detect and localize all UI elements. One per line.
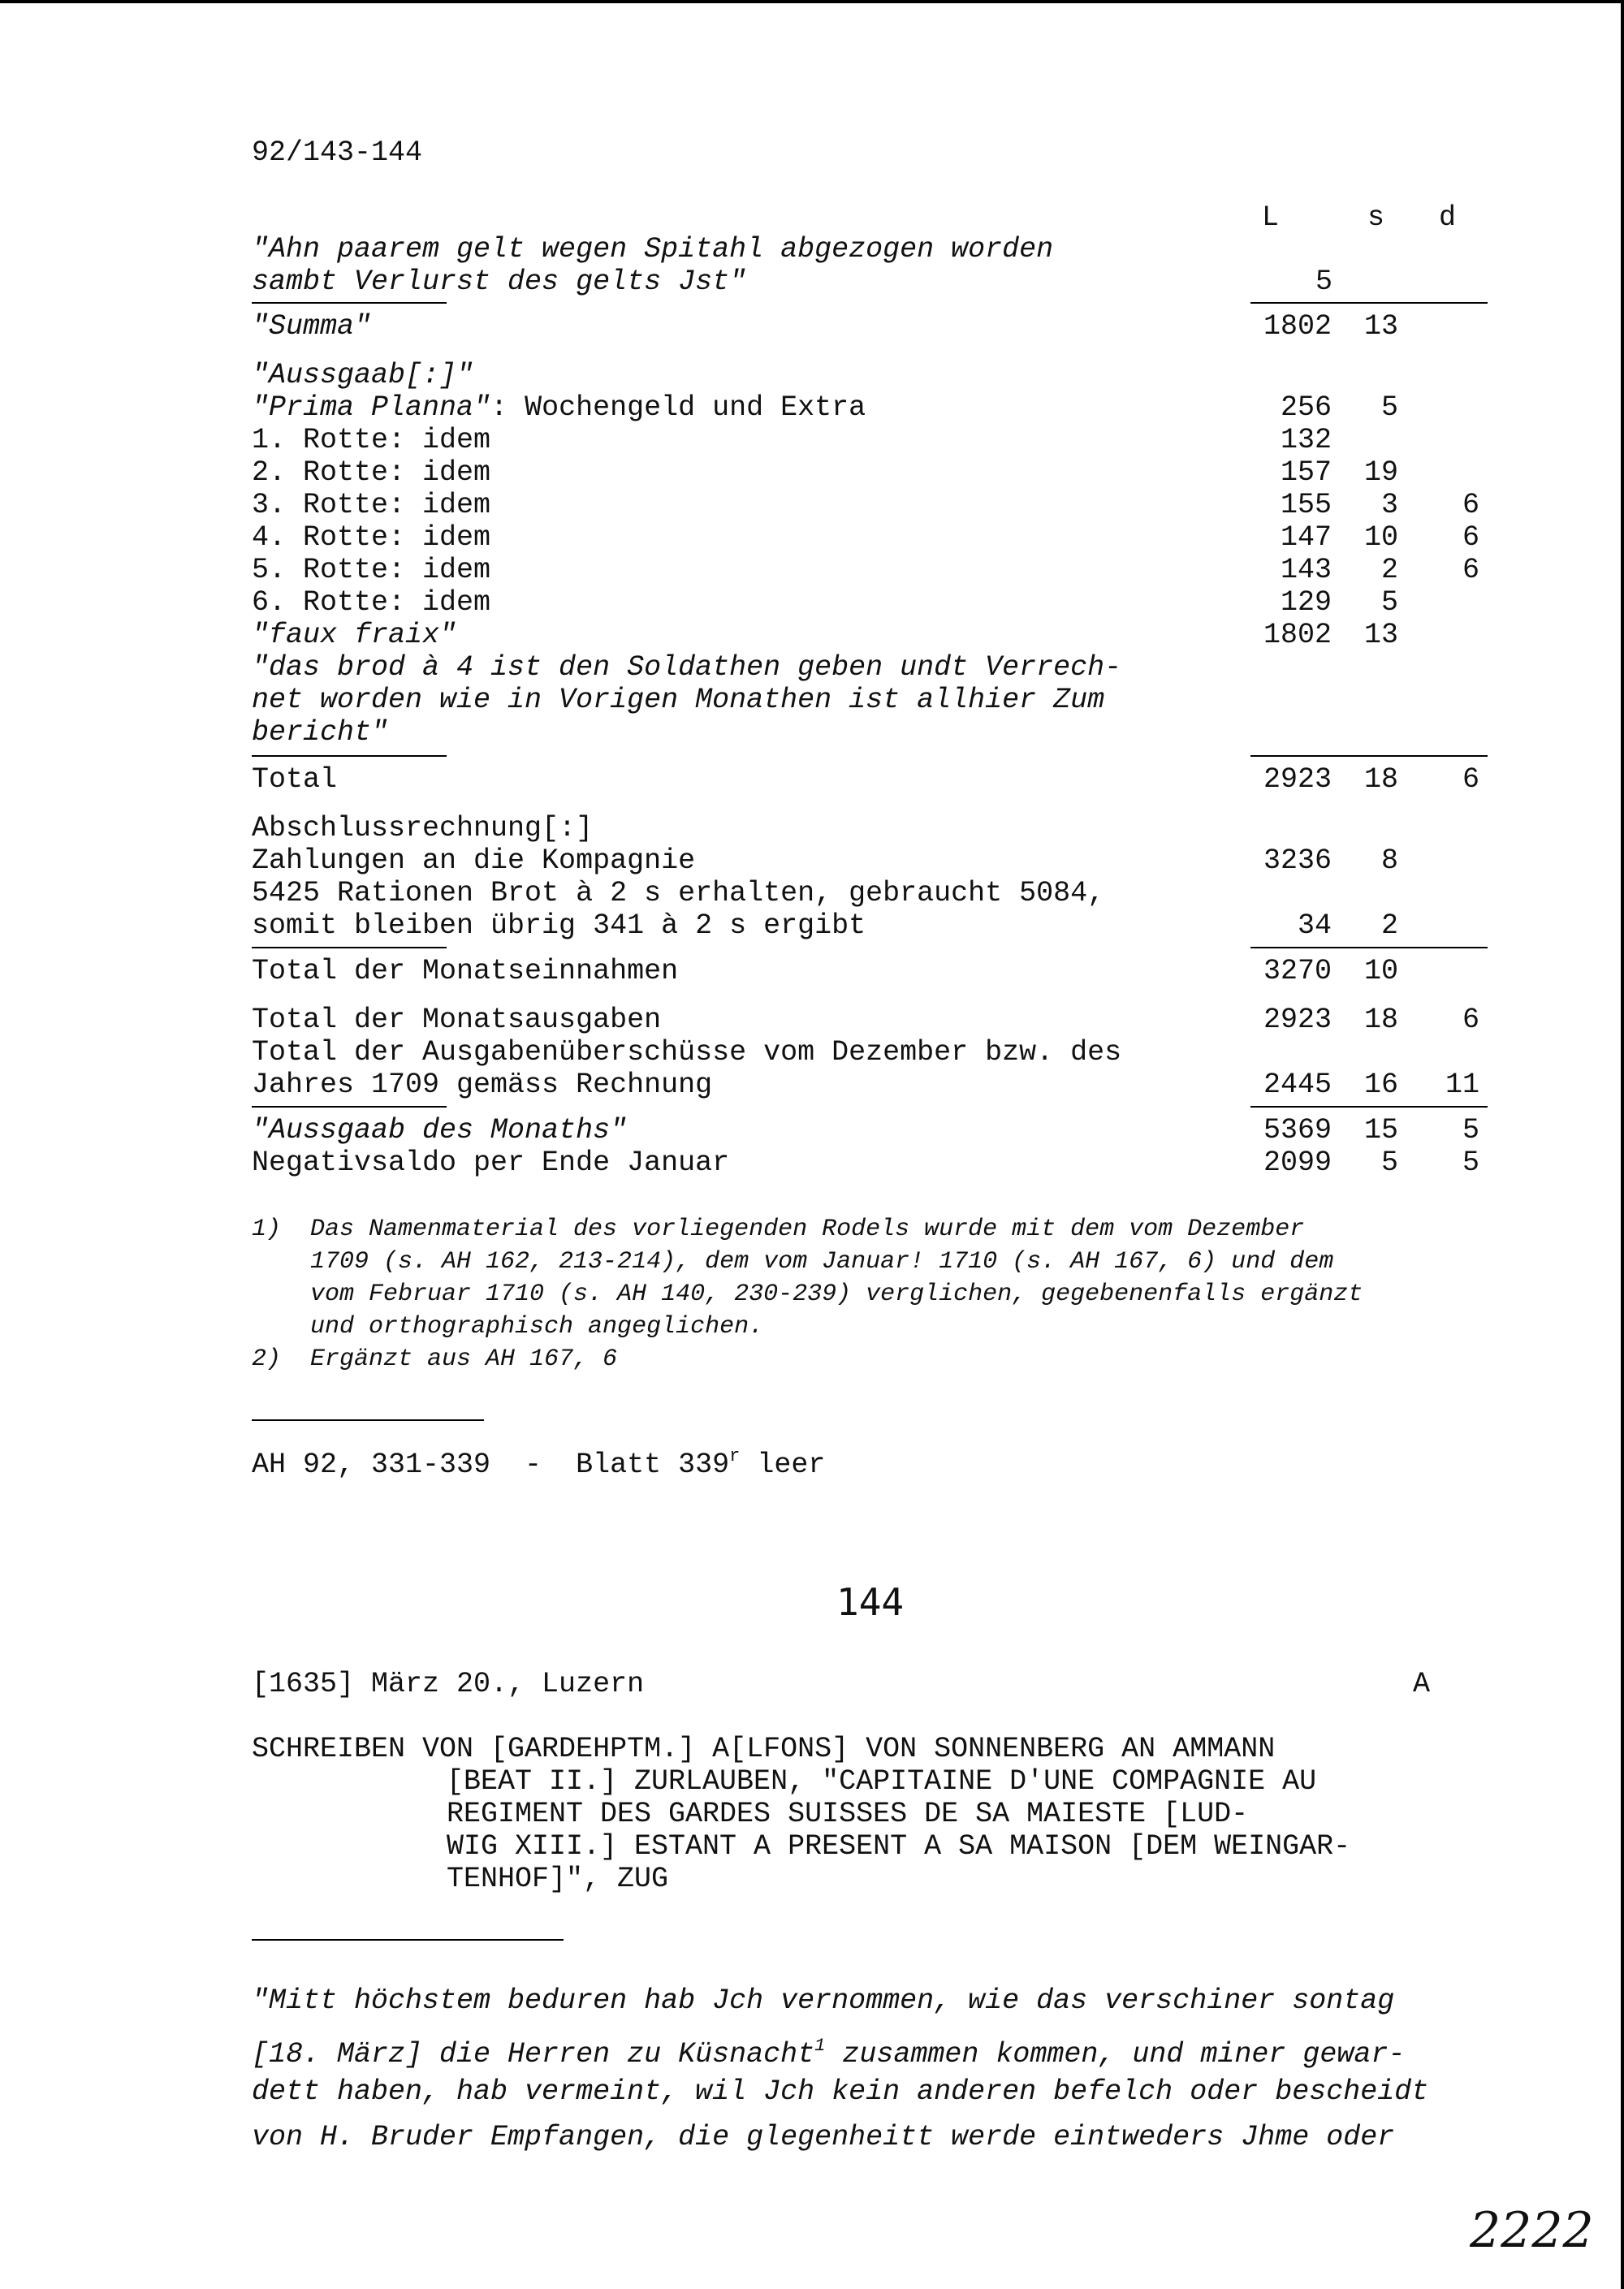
document-letter: A bbox=[1413, 1668, 1431, 1700]
summa-label: "Summa" bbox=[252, 310, 372, 343]
expense-L: 1802 bbox=[1263, 619, 1332, 651]
expense-d: 6 bbox=[1462, 489, 1479, 521]
saldo-label: Negativsaldo per Ende Januar bbox=[252, 1147, 730, 1179]
ueberschuss-d: 11 bbox=[1445, 1069, 1479, 1101]
expense-s: 13 bbox=[1363, 619, 1398, 651]
expense-label: "faux fraix" bbox=[252, 619, 457, 651]
brod-note-line-1: "das brod à 4 ist den Soldathen geben undt Verrech- bbox=[252, 651, 1122, 684]
expense-s: 10 bbox=[1363, 521, 1398, 554]
footnote-2-mark: 2) bbox=[252, 1345, 282, 1373]
monat-s: 15 bbox=[1363, 1114, 1398, 1147]
section-rule bbox=[252, 1419, 484, 1421]
expense-label: 5. Rotte: idem bbox=[252, 554, 491, 586]
total-label: Total bbox=[252, 763, 338, 796]
expense-label: "Prima Planna": Wochengeld und Extra bbox=[252, 391, 866, 424]
monat-L: 5369 bbox=[1263, 1114, 1332, 1147]
regest-line: REGIMENT DES GARDES SUISSES DE SA MAIESTE [LUD- bbox=[447, 1798, 1249, 1830]
footnote-1-line: und orthographisch angeglichen. bbox=[310, 1313, 764, 1341]
expense-L: 157 bbox=[1280, 456, 1332, 489]
brod-note-line-3: bericht" bbox=[252, 716, 389, 749]
rule-left bbox=[252, 947, 447, 948]
einnahmen-L: 3270 bbox=[1263, 955, 1332, 987]
ueberschuss-line-2: Jahres 1709 gemäss Rechnung bbox=[252, 1069, 713, 1101]
rationen-L: 34 bbox=[1297, 909, 1332, 942]
expense-d: 6 bbox=[1462, 554, 1479, 586]
rule-right bbox=[1250, 302, 1488, 304]
summa-L: 1802 bbox=[1263, 310, 1332, 343]
regest-line: TENHOF]", ZUG bbox=[447, 1863, 669, 1895]
footnote-1-line: 1709 (s. AH 162, 213-214), dem vom Januar! 1710 (s. AH 167, 6) und dem bbox=[310, 1248, 1334, 1276]
expense-label: 6. Rotte: idem bbox=[252, 586, 491, 619]
expense-s: 2 bbox=[1380, 554, 1398, 586]
rationen-line-1: 5425 Rationen Brot à 2 s erhalten, gebraucht 5084, bbox=[252, 877, 1105, 909]
intro-line-1: "Ahn paarem gelt wegen Spitahl abgezogen worden bbox=[252, 233, 1054, 266]
intro-s-value: 5 bbox=[1315, 266, 1333, 298]
rule-right bbox=[1250, 947, 1488, 948]
expense-label: 1. Rotte: idem bbox=[252, 424, 491, 456]
einnahmen-label: Total der Monatseinnahmen bbox=[252, 955, 679, 987]
letter-line: von H. Bruder Empfangen, die glegenheitt werde eintweders Jhme oder bbox=[252, 2121, 1395, 2153]
monat-label: "Aussgaab des Monaths" bbox=[252, 1114, 628, 1147]
section-rule bbox=[252, 1939, 564, 1941]
expense-L: 132 bbox=[1280, 424, 1332, 456]
ausgaben-s: 18 bbox=[1363, 1004, 1398, 1036]
regest-line: SCHREIBEN VON [GARDEHPTM.] A[LFONS] VON SONNENBERG AN AMMANN bbox=[252, 1733, 1276, 1765]
letter-line: [18. März] die Herren zu Küsnacht$^1$ zusammen kommen, und miner gewar- bbox=[252, 2036, 1406, 2071]
zahlungen-s: 8 bbox=[1380, 844, 1398, 877]
handwritten-page-number: 2222 bbox=[1470, 2202, 1594, 2259]
column-header-d: d bbox=[1439, 201, 1457, 234]
rule-right bbox=[1250, 1106, 1488, 1108]
rationen-s: 2 bbox=[1380, 909, 1398, 942]
rule-left bbox=[252, 302, 447, 304]
total-d: 6 bbox=[1462, 763, 1479, 796]
column-header-s: s bbox=[1367, 201, 1385, 234]
saldo-L: 2099 bbox=[1263, 1147, 1332, 1179]
footnote-1-line: vom Februar 1710 (s. AH 140, 230-239) verglichen, gegebenenfalls ergänzt bbox=[310, 1281, 1363, 1308]
expense-label: 2. Rotte: idem bbox=[252, 456, 491, 489]
expense-label: 4. Rotte: idem bbox=[252, 521, 491, 554]
rule-left bbox=[252, 755, 447, 757]
expense-L: 147 bbox=[1280, 521, 1332, 554]
abschluss-heading: Abschlussrechnung[:] bbox=[252, 812, 594, 844]
regest-line: WIG XIII.] ESTANT A PRESENT A SA MAISON [DEM WEINGAR- bbox=[447, 1830, 1351, 1863]
aussgaab-heading: "Aussgaab[:]" bbox=[252, 359, 474, 391]
footnote-1-mark: 1) bbox=[252, 1216, 282, 1243]
letter-line: "Mitt höchstem beduren hab Jch vernommen, wie das verschiner sontag bbox=[252, 1985, 1395, 2017]
intro-line-2: sambt Verlurst des gelts Jst" bbox=[252, 266, 747, 298]
ueberschuss-s: 16 bbox=[1363, 1069, 1398, 1101]
expense-L: 129 bbox=[1280, 586, 1332, 619]
rule-right bbox=[1250, 755, 1488, 757]
rule-left bbox=[252, 1106, 447, 1108]
expense-d: 6 bbox=[1462, 521, 1479, 554]
total-s: 18 bbox=[1363, 763, 1398, 796]
zahlungen-label: Zahlungen an die Kompagnie bbox=[252, 844, 696, 877]
saldo-s: 5 bbox=[1380, 1147, 1398, 1179]
expense-L: 256 bbox=[1280, 391, 1332, 424]
document-date: [1635] März 20., Luzern bbox=[252, 1668, 645, 1700]
brod-note-line-2: net worden wie in Vorigen Monathen ist allhier Zum bbox=[252, 684, 1105, 716]
expense-L: 155 bbox=[1280, 489, 1332, 521]
total-L: 2923 bbox=[1263, 763, 1332, 796]
regest-line: [BEAT II.] ZURLAUBEN, "CAPITAINE D'UNE COMPAGNIE AU bbox=[447, 1765, 1317, 1798]
expense-L: 143 bbox=[1280, 554, 1332, 586]
expense-s: 3 bbox=[1380, 489, 1398, 521]
column-header-L: L bbox=[1262, 201, 1280, 234]
zahlungen-L: 3236 bbox=[1263, 844, 1332, 877]
ueberschuss-L: 2445 bbox=[1263, 1069, 1332, 1101]
document-reference: 92/143-144 bbox=[252, 136, 423, 169]
footnote-1-line: Das Namenmaterial des vorliegenden Rodels wurde mit dem vom Dezember bbox=[310, 1216, 1305, 1243]
expense-s: 5 bbox=[1380, 391, 1398, 424]
letter-line: dett haben, hab vermeint, wil Jch kein anderen befelch oder bescheidt bbox=[252, 2075, 1429, 2108]
summa-s: 13 bbox=[1363, 310, 1398, 343]
expense-label: 3. Rotte: idem bbox=[252, 489, 491, 521]
ausgaben-L: 2923 bbox=[1263, 1004, 1332, 1036]
archive-reference: AH 92, 331-339 - Blatt 339$^r$ leer bbox=[252, 1446, 826, 1481]
ausgaben-label: Total der Monatsausgaben bbox=[252, 1004, 662, 1036]
document-number: 144 bbox=[836, 1580, 905, 1624]
footnote-2-line: Ergänzt aus AH 167, 6 bbox=[310, 1345, 618, 1373]
saldo-d: 5 bbox=[1462, 1147, 1479, 1179]
ausgaben-d: 6 bbox=[1462, 1004, 1479, 1036]
expense-s: 19 bbox=[1363, 456, 1398, 489]
expense-s: 5 bbox=[1380, 586, 1398, 619]
ueberschuss-line-1: Total der Ausgabenüberschüsse vom Dezember bzw. des bbox=[252, 1036, 1122, 1069]
monat-d: 5 bbox=[1462, 1114, 1479, 1147]
rationen-line-2: somit bleiben übrig 341 à 2 s ergibt bbox=[252, 909, 866, 942]
einnahmen-s: 10 bbox=[1363, 955, 1398, 987]
